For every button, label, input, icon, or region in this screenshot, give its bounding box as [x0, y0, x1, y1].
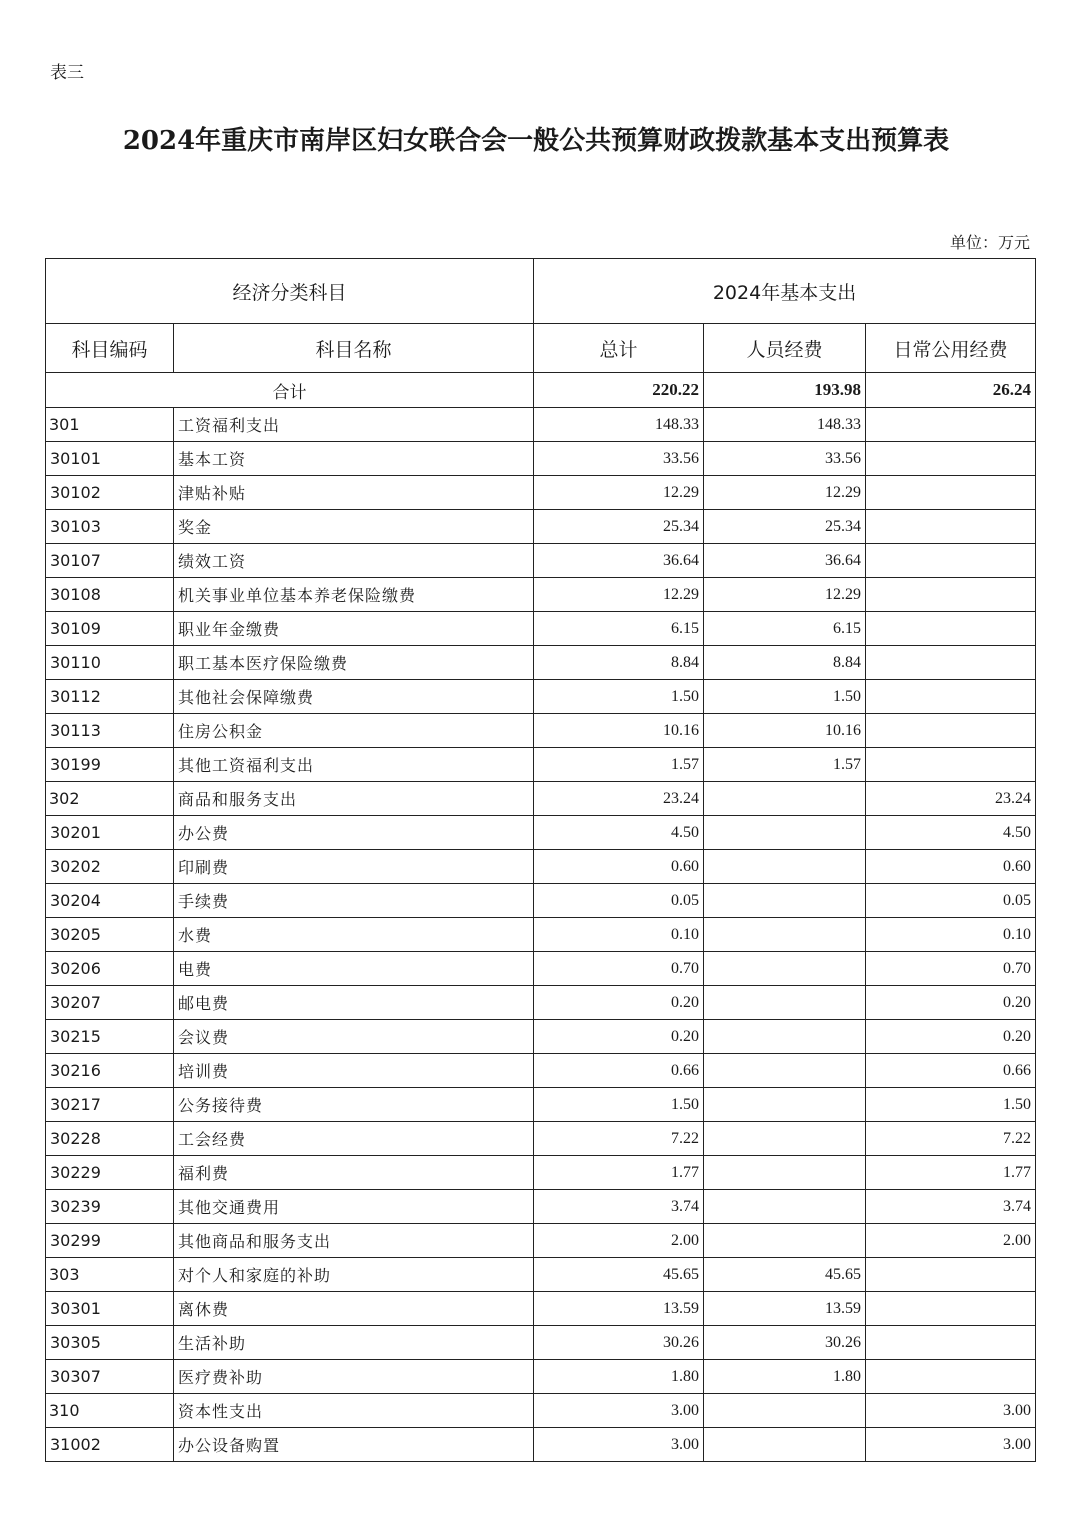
row-personnel: [704, 1156, 866, 1190]
row-personnel: [704, 952, 866, 986]
row-code: 30301: [46, 1292, 174, 1326]
row-public: [866, 714, 1036, 748]
column-header-code: 科目编码: [46, 324, 174, 373]
row-code: 30205: [46, 918, 174, 952]
row-personnel: [704, 986, 866, 1020]
row-total: 12.29: [534, 578, 704, 612]
table-row: [46, 1360, 1036, 1394]
row-name: 商品和服务支出: [174, 782, 534, 816]
row-personnel: [704, 1020, 866, 1054]
table-row: [46, 578, 1036, 612]
row-total: 3.00: [534, 1394, 704, 1428]
row-public: [866, 612, 1036, 646]
header-basic-expenditure: 2024年基本支出: [534, 259, 1036, 324]
row-total: 4.50: [534, 816, 704, 850]
row-code: 30107: [46, 544, 174, 578]
row-code: 30216: [46, 1054, 174, 1088]
row-public: 4.50: [866, 816, 1036, 850]
row-name: 培训费: [174, 1054, 534, 1088]
table-row: [46, 1190, 1036, 1224]
table-row: [46, 1088, 1036, 1122]
table-row: [46, 1224, 1036, 1258]
header-row-columns: [46, 324, 1036, 373]
row-code: 30204: [46, 884, 174, 918]
row-total: 1.77: [534, 1156, 704, 1190]
row-personnel: 6.15: [704, 612, 866, 646]
row-total: 1.57: [534, 748, 704, 782]
row-personnel: [704, 1428, 866, 1462]
row-code: 30229: [46, 1156, 174, 1190]
table-row: [46, 1292, 1036, 1326]
row-public: [866, 1360, 1036, 1394]
row-public: [866, 442, 1036, 476]
row-personnel: [704, 816, 866, 850]
row-name: 会议费: [174, 1020, 534, 1054]
row-personnel: 13.59: [704, 1292, 866, 1326]
row-name: 手续费: [174, 884, 534, 918]
budget-table: [45, 258, 1036, 1462]
table-row: [46, 510, 1036, 544]
row-total: 33.56: [534, 442, 704, 476]
row-public: 3.74: [866, 1190, 1036, 1224]
row-personnel: [704, 850, 866, 884]
row-public: 1.77: [866, 1156, 1036, 1190]
row-total: 0.60: [534, 850, 704, 884]
table-row: [46, 884, 1036, 918]
table-row: [46, 816, 1036, 850]
row-public: 0.20: [866, 1020, 1036, 1054]
row-name: 职业年金缴费: [174, 612, 534, 646]
row-personnel: [704, 1054, 866, 1088]
row-code: 310: [46, 1394, 174, 1428]
column-header-personnel: 人员经费: [704, 324, 866, 373]
row-personnel: 10.16: [704, 714, 866, 748]
row-total: 0.20: [534, 986, 704, 1020]
table-row: [46, 612, 1036, 646]
row-total: 30.26: [534, 1326, 704, 1360]
row-name: 工会经费: [174, 1122, 534, 1156]
row-code: 30103: [46, 510, 174, 544]
row-public: [866, 748, 1036, 782]
table-row: [46, 1326, 1036, 1360]
row-name: 其他交通费用: [174, 1190, 534, 1224]
row-personnel: 8.84: [704, 646, 866, 680]
row-name: 绩效工资: [174, 544, 534, 578]
row-name: 电费: [174, 952, 534, 986]
row-public: [866, 646, 1036, 680]
total-sum: 220.22: [534, 373, 704, 408]
row-public: [866, 544, 1036, 578]
row-total: 0.10: [534, 918, 704, 952]
table-row: [46, 714, 1036, 748]
table-row: [46, 782, 1036, 816]
row-name: 住房公积金: [174, 714, 534, 748]
column-header-public: 日常公用经费: [866, 324, 1036, 373]
row-name: 其他工资福利支出: [174, 748, 534, 782]
row-total: 25.34: [534, 510, 704, 544]
row-public: 3.00: [866, 1394, 1036, 1428]
table-row: [46, 952, 1036, 986]
unit-label: 单位：万元: [949, 233, 1030, 252]
row-public: 7.22: [866, 1122, 1036, 1156]
row-code: 30215: [46, 1020, 174, 1054]
header-economic-classification: 经济分类科目: [46, 259, 534, 324]
row-name: 机关事业单位基本养老保险缴费: [174, 578, 534, 612]
table-row: [46, 544, 1036, 578]
row-public: 1.50: [866, 1088, 1036, 1122]
total-public: 26.24: [866, 373, 1036, 408]
row-name: 水费: [174, 918, 534, 952]
row-name: 办公费: [174, 816, 534, 850]
table-row: [46, 1122, 1036, 1156]
row-name: 离休费: [174, 1292, 534, 1326]
row-total: 36.64: [534, 544, 704, 578]
row-name: 资本性支出: [174, 1394, 534, 1428]
row-total: 45.65: [534, 1258, 704, 1292]
row-total: 3.00: [534, 1428, 704, 1462]
total-row: [46, 373, 1036, 408]
row-total: 23.24: [534, 782, 704, 816]
row-total: 148.33: [534, 408, 704, 442]
table-row: [46, 1156, 1036, 1190]
row-personnel: 12.29: [704, 476, 866, 510]
row-name: 其他商品和服务支出: [174, 1224, 534, 1258]
row-name: 对个人和家庭的补助: [174, 1258, 534, 1292]
row-code: 30109: [46, 612, 174, 646]
column-header-name: 科目名称: [174, 324, 534, 373]
row-public: 0.70: [866, 952, 1036, 986]
row-code: 30101: [46, 442, 174, 476]
row-personnel: [704, 1224, 866, 1258]
row-personnel: [704, 782, 866, 816]
row-code: 30201: [46, 816, 174, 850]
row-personnel: [704, 918, 866, 952]
row-name: 生活补助: [174, 1326, 534, 1360]
row-total: 0.20: [534, 1020, 704, 1054]
row-public: 0.20: [866, 986, 1036, 1020]
row-public: [866, 1326, 1036, 1360]
row-total: 0.05: [534, 884, 704, 918]
row-code: 30217: [46, 1088, 174, 1122]
row-personnel: [704, 884, 866, 918]
table-row: [46, 680, 1036, 714]
row-code: 30305: [46, 1326, 174, 1360]
row-public: 0.05: [866, 884, 1036, 918]
row-total: 6.15: [534, 612, 704, 646]
row-personnel: 12.29: [704, 578, 866, 612]
row-personnel: [704, 1122, 866, 1156]
table-row: [46, 850, 1036, 884]
row-public: 0.66: [866, 1054, 1036, 1088]
row-total: 13.59: [534, 1292, 704, 1326]
row-personnel: 1.80: [704, 1360, 866, 1394]
row-name: 公务接待费: [174, 1088, 534, 1122]
row-code: 30299: [46, 1224, 174, 1258]
row-code: 30102: [46, 476, 174, 510]
table-row: [46, 918, 1036, 952]
row-personnel: 36.64: [704, 544, 866, 578]
row-code: 30207: [46, 986, 174, 1020]
row-total: 1.80: [534, 1360, 704, 1394]
row-public: 23.24: [866, 782, 1036, 816]
row-name: 办公设备购置: [174, 1428, 534, 1462]
row-public: [866, 408, 1036, 442]
table-row: [46, 1054, 1036, 1088]
row-public: [866, 1258, 1036, 1292]
table-row: [46, 408, 1036, 442]
row-personnel: [704, 1394, 866, 1428]
row-name: 邮电费: [174, 986, 534, 1020]
row-total: 12.29: [534, 476, 704, 510]
row-total: 10.16: [534, 714, 704, 748]
row-public: [866, 510, 1036, 544]
row-name: 医疗费补助: [174, 1360, 534, 1394]
row-code: 30199: [46, 748, 174, 782]
row-public: [866, 476, 1036, 510]
total-label: 合计: [46, 373, 534, 408]
column-header-total: 总计: [534, 324, 704, 373]
row-code: 30108: [46, 578, 174, 612]
row-total: 2.00: [534, 1224, 704, 1258]
row-name: 基本工资: [174, 442, 534, 476]
table-row: [46, 1428, 1036, 1462]
row-personnel: 1.57: [704, 748, 866, 782]
row-total: 1.50: [534, 1088, 704, 1122]
row-total: 0.70: [534, 952, 704, 986]
row-code: 30228: [46, 1122, 174, 1156]
row-total: 3.74: [534, 1190, 704, 1224]
row-code: 30307: [46, 1360, 174, 1394]
row-personnel: 148.33: [704, 408, 866, 442]
table-row: [46, 748, 1036, 782]
table-row: [46, 442, 1036, 476]
row-personnel: 25.34: [704, 510, 866, 544]
row-public: 2.00: [866, 1224, 1036, 1258]
row-total: 8.84: [534, 646, 704, 680]
row-code: 30113: [46, 714, 174, 748]
row-public: [866, 1292, 1036, 1326]
row-code: 30110: [46, 646, 174, 680]
document-label: 表三: [50, 63, 84, 83]
row-personnel: 1.50: [704, 680, 866, 714]
row-public: 3.00: [866, 1428, 1036, 1462]
row-total: 0.66: [534, 1054, 704, 1088]
row-public: [866, 578, 1036, 612]
table-row: [46, 646, 1036, 680]
row-code: 301: [46, 408, 174, 442]
document-title: 2024年重庆市南岸区妇女联合会一般公共预算财政拨款基本支出预算表: [122, 126, 950, 156]
row-code: 30239: [46, 1190, 174, 1224]
row-code: 302: [46, 782, 174, 816]
row-personnel: [704, 1190, 866, 1224]
row-name: 工资福利支出: [174, 408, 534, 442]
row-public: 0.60: [866, 850, 1036, 884]
row-total: 1.50: [534, 680, 704, 714]
row-personnel: 45.65: [704, 1258, 866, 1292]
row-public: [866, 680, 1036, 714]
table-row: [46, 1020, 1036, 1054]
row-personnel: [704, 1088, 866, 1122]
row-name: 津贴补贴: [174, 476, 534, 510]
row-personnel: 30.26: [704, 1326, 866, 1360]
row-name: 印刷费: [174, 850, 534, 884]
table-row: [46, 476, 1036, 510]
row-total: 7.22: [534, 1122, 704, 1156]
table-row: [46, 1258, 1036, 1292]
header-row-group: [46, 259, 1036, 324]
row-name: 福利费: [174, 1156, 534, 1190]
row-code: 303: [46, 1258, 174, 1292]
row-code: 31002: [46, 1428, 174, 1462]
row-name: 其他社会保障缴费: [174, 680, 534, 714]
row-name: 奖金: [174, 510, 534, 544]
total-personnel: 193.98: [704, 373, 866, 408]
row-code: 30112: [46, 680, 174, 714]
row-code: 30202: [46, 850, 174, 884]
row-public: 0.10: [866, 918, 1036, 952]
table-row: [46, 986, 1036, 1020]
table-row: [46, 1394, 1036, 1428]
row-name: 职工基本医疗保险缴费: [174, 646, 534, 680]
row-personnel: 33.56: [704, 442, 866, 476]
row-code: 30206: [46, 952, 174, 986]
